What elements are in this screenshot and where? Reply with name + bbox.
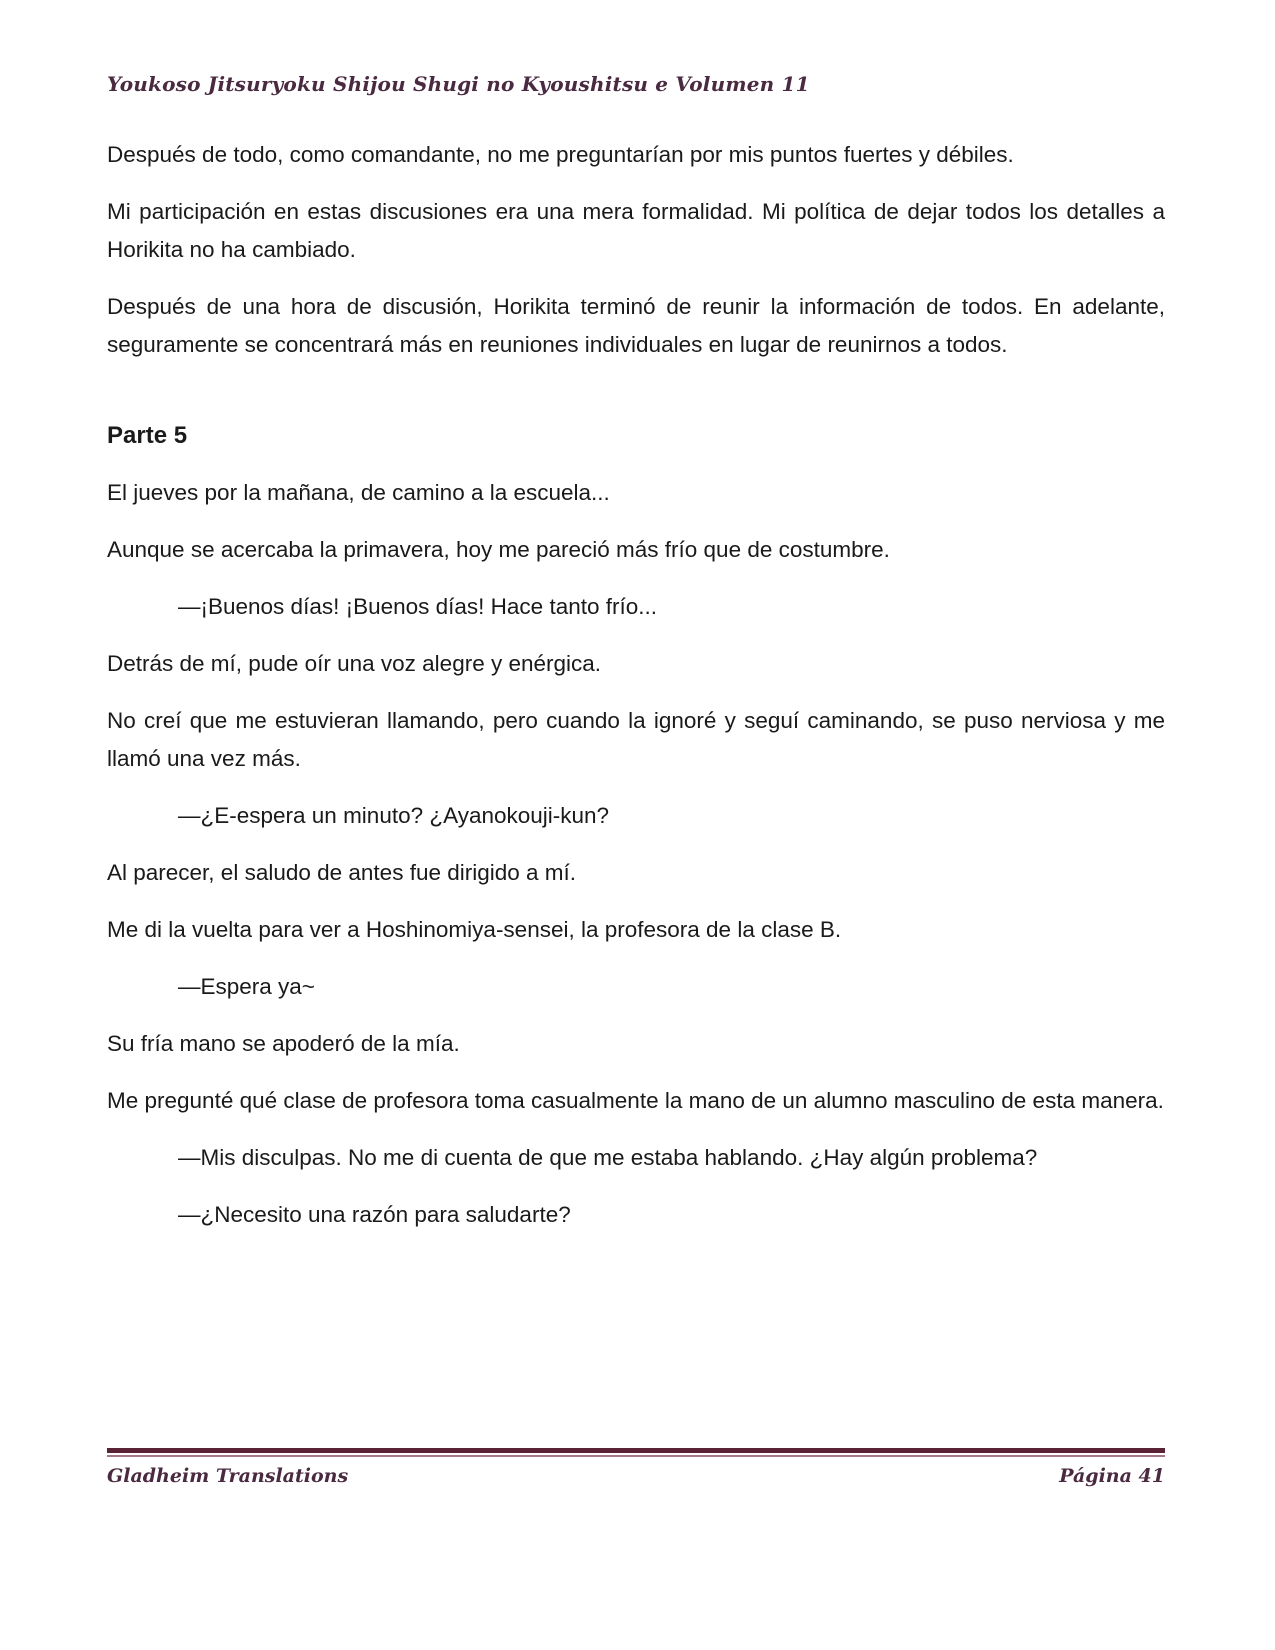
paragraph: El jueves por la mañana, de camino a la escuela... [107,480,610,505]
dialogue-line: —¿E-espera un minuto? ¿Ayanokouji-kun? [178,803,610,828]
paragraph: Al parecer, el saludo de antes fue dirigido a mí. [107,860,577,885]
page-header-title: Youkoso Jitsuryoku Shijou Shugi no Kyoushitsu e Volumen 11 [107,72,810,96]
paragraph: Detrás de mí, pude oír una voz alegre y enérgica. [107,651,602,676]
paragraph: Después de todo, como comandante, no me preguntarían por mis puntos fuertes y débiles. [107,142,1014,167]
dialogue-line: —Espera ya~ [178,974,315,999]
paragraph: Su fría mano se apoderó de la mía. [107,1031,460,1056]
paragraph: Me di la vuelta para ver a Hoshinomiya-sensei, la profesora de la clase B. [107,917,842,942]
paragraph: Me pregunté qué clase de profesora toma casualmente la mano de un alumno masculino de esta manera. [107,1088,1164,1113]
document-body [107,136,1165,1234]
paragraph: No creí que me estuvieran llamando, pero cuando la ignoré y seguí caminando, se puso nerviosa y me llamó una vez más. [107,708,1165,771]
paragraph: Aunque se acercaba la primavera, hoy me pareció más frío que de costumbre. [107,537,890,562]
section-heading: Parte 5 [107,422,188,449]
dialogue-line: —¿Necesito una razón para saludarte? [178,1202,571,1227]
footer-page-number: Página 41 [1059,1465,1165,1487]
dialogue-line: —Mis disculpas. No me di cuenta de que me estaba hablando. ¿Hay algún problema? [178,1145,1038,1170]
paragraph: Después de una hora de discusión, Horikita terminó de reunir la información de todos. En adelante, seguramente se concentrará más en reuniones individuales en lugar de reunirnos a todos. [107,294,1165,357]
paragraph: Mi participación en estas discusiones era una mera formalidad. Mi política de dejar todos los detalles a Horikita no ha cambiado. [107,199,1165,262]
footer-translator-credit: Gladheim Translations [107,1465,349,1487]
footer-rule-light [107,1455,1165,1457]
page-footer [107,1448,1165,1487]
dialogue-line: —¡Buenos días! ¡Buenos días! Hace tanto frío... [178,594,658,619]
